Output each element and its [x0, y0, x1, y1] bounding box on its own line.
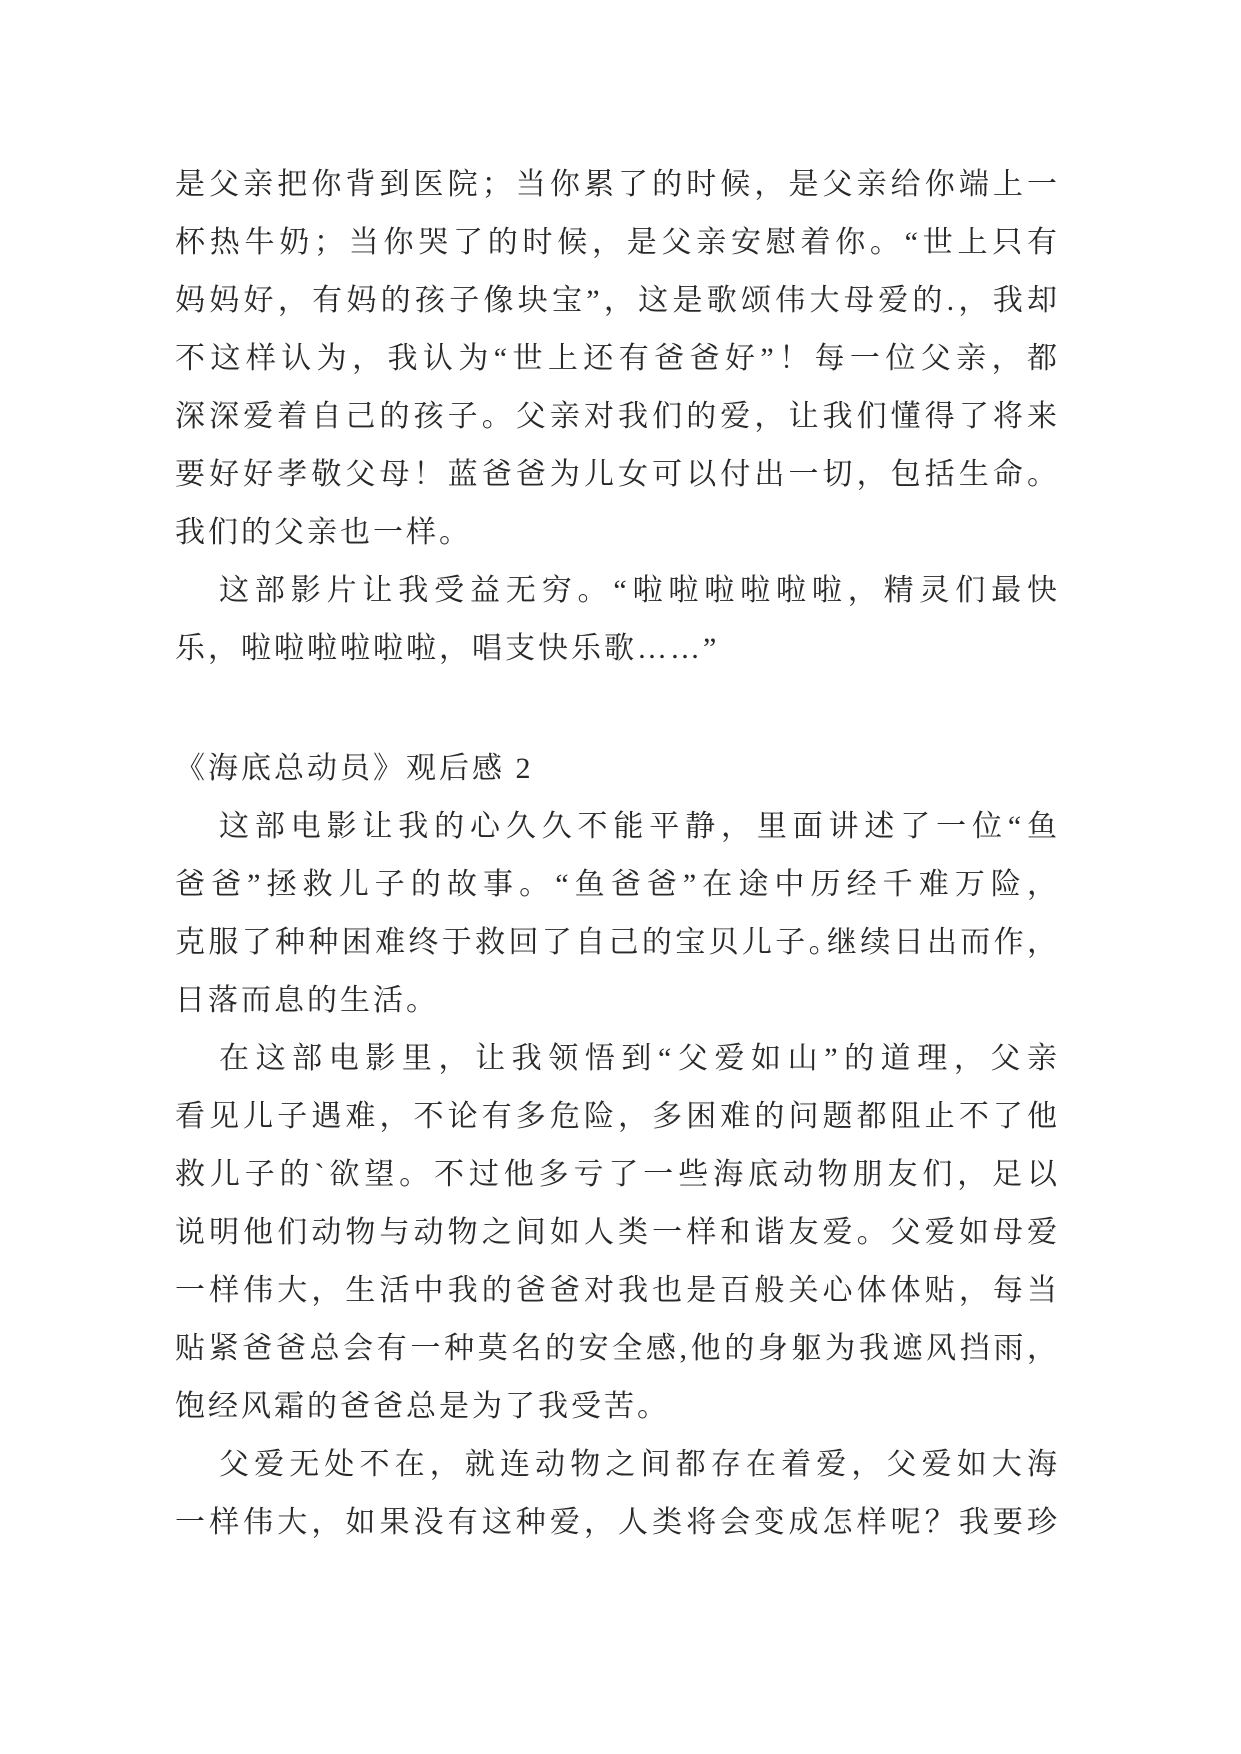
text-line: 我们的父亲也一样。 — [175, 516, 472, 549]
text-line: 贴紧爸爸总会有一种莫名的安全感,他的身躯为我遮风挡雨， — [175, 1332, 1060, 1365]
text-line: 妈妈好，有妈的孩子像块宝”，这是歌颂伟大母爱的.，我却 — [175, 284, 1060, 317]
text-line: 在这部电影里，让我领悟到“父爱如山”的道理，父亲 — [219, 1042, 1060, 1075]
text-line: 一样伟大，生活中我的爸爸对我也是百般关心体体贴，每当 — [175, 1274, 1060, 1307]
text-line: 看见儿子遇难，不论有多危险，多困难的问题都阻止不了他 — [175, 1100, 1060, 1133]
text-line: 一样伟大，如果没有这种爱，人类将会变成怎样呢？我要珍 — [175, 1506, 1060, 1539]
text-line: 饱经风霜的爸爸总是为了我受苦。 — [175, 1390, 670, 1423]
text-line: 日落而息的生活。 — [175, 984, 439, 1017]
text-line: 深深爱着自己的孩子。父亲对我们的爱，让我们懂得了将来 — [175, 400, 1060, 433]
text-line: 乐，啦啦啦啦啦啦，唱支快乐歌……” — [175, 632, 720, 665]
text-line: 说明他们动物与动物之间如人类一样和谐友爱。父爱如母爱 — [175, 1216, 1060, 1249]
text-line: 要好好孝敬父母！蓝爸爸为儿女可以付出一切，包括生命。 — [175, 458, 1060, 491]
text-line: 克服了种种困难终于救回了自己的宝贝儿子｡继续日出而作， — [175, 926, 1060, 959]
text-line: 爸爸”拯救儿子的故事。“鱼爸爸”在途中历经千难万险， — [175, 868, 1060, 901]
text-line: 不这样认为，我认为“世上还有爸爸好”！每一位父亲，都 — [175, 342, 1060, 375]
text-line: 杯热牛奶；当你哭了的时候，是父亲安慰着你。“世上只有 — [175, 226, 1060, 259]
document-text-body — [175, 156, 1060, 1552]
section-heading: 《海底总动员》观后感 2 — [175, 752, 534, 785]
text-line: 父爱无处不在，就连动物之间都存在着爱，父爱如大海 — [219, 1448, 1060, 1481]
text-line: 救儿子的`欲望。不过他多亏了一些海底动物朋友们，足以 — [175, 1158, 1060, 1191]
text-line: 是父亲把你背到医院；当你累了的时候，是父亲给你端上一 — [175, 168, 1060, 201]
text-line: 这部电影让我的心久久不能平静，里面讲述了一位“鱼 — [219, 810, 1060, 843]
text-line: 这部影片让我受益无穷。“啦啦啦啦啦啦，精灵们最快 — [219, 574, 1060, 607]
